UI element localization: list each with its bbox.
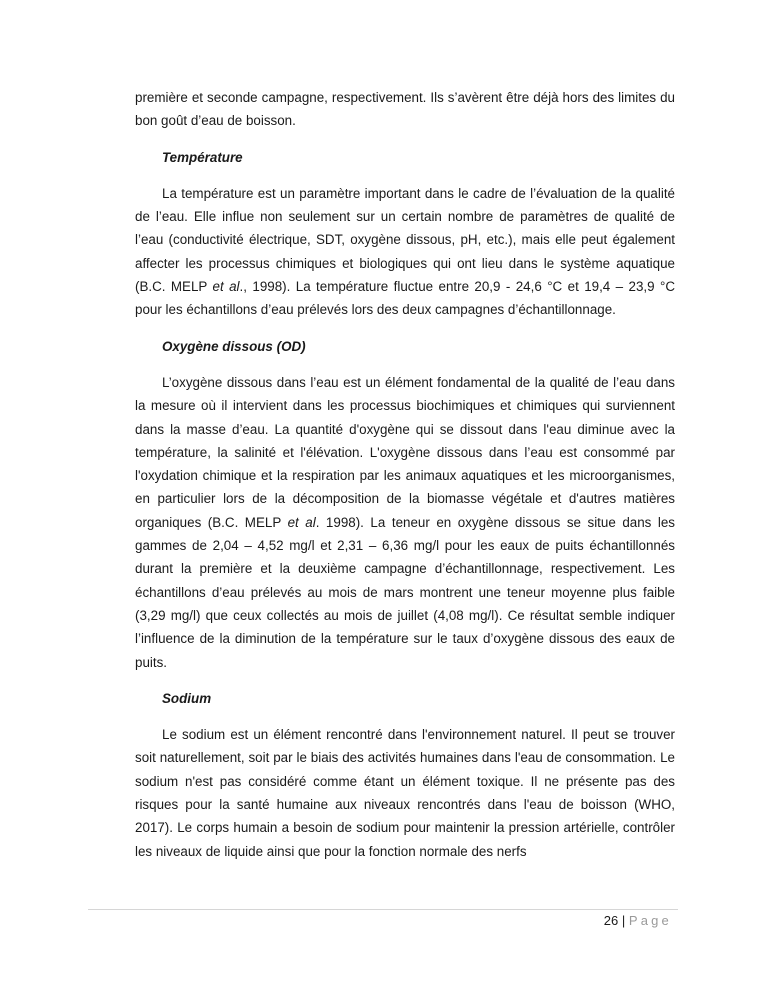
section-heading-sodium: Sodium: [162, 690, 212, 706]
paragraph-temperature: [135, 182, 675, 322]
text-italic: et al: [212, 279, 240, 295]
footer-divider: [88, 909, 678, 910]
footer-separator: |: [621, 913, 626, 928]
text-run: Le sodium est un élément rencontré dans l'environnement naturel. Il peut se trouver soit naturellement, soit par le biais des activités humaines dans l'eau de consommation. Le sodium n'est pas considéré comme étant un élément toxique. Il ne présente pas des risques pour la santé humaine aux niveaux rencontrés dans l'eau de boisson (WHO, 2017). Le corps humain a besoin de sodium pour maintenir la pression artérielle, contrôler les niveaux de liquide ainsi que pour la fonction normale des nerfs: [135, 727, 675, 859]
page-footer: [604, 911, 672, 931]
page-number: 26: [603, 913, 619, 928]
section-heading-oxygen: Oxygène dissous (OD): [162, 338, 306, 354]
text-run: première et seconde campagne, respectivement. Ils s’avèrent être déjà hors des limites du bon goût d’eau de boisson.: [135, 90, 675, 129]
paragraph-continuation: [135, 86, 675, 133]
section-heading-temperature: Température: [162, 149, 243, 165]
text-run: . 1998). La teneur en oxygène dissous se situe dans les gammes de 2,04 – 4,52 mg/l et 2,31 – 6,36 mg/l pour les eaux de puits échantillonnés durant la première et la deuxième campagne d’échantillonnage, respectivement. Les échantillons d’eau prélevés au mois de mars montrent une teneur moyenne plus faible (3,29 mg/l) que ceux collectés au mois de juillet (4,08 mg/l). Ce résultat semble indiquer l’influence de la diminution de la température sur le taux d’oxygène dissous des eaux de puits.: [135, 514, 675, 670]
page-label: Page: [628, 913, 672, 928]
paragraph-sodium: [135, 723, 675, 863]
text-run: La température est un paramètre important dans le cadre de l’évaluation de la qualité de l’eau. Elle influe non seulement sur un certain nombre de paramètres de qualité de l’eau (conductivité électrique, SDT, oxygène dissous, pH, etc.), mais elle peut également affecter les processus chimiques et biologiques qui ont lieu dans le système aquatique (B.C. MELP: [135, 185, 675, 295]
paragraph-oxygen: [135, 371, 675, 674]
text-run: ., 1998). La température fluctue entre 20,9 - 24,6 °C et 19,4 – 23,9 °C pour les échantillons d’eau prélevés lors des deux campagnes d’échantillonnage.: [135, 279, 675, 318]
page-body: [135, 86, 675, 863]
text-run: L’oxygène dissous dans l’eau est un élément fondamental de la qualité de l’eau dans la mesure où il intervient dans les processus biochimiques et chimiques qui surviennent dans la masse d’eau. La quantité d'oxygène qui se dissout dans l'eau diminue avec la température, la salinité et l'élévation. L'oxygène dissous dans l’eau est consommé par l'oxydation chimique et la respiration par les animaux aquatiques et les microorganismes, en particulier lors de la décomposition de la biomasse végétale et d'autres matières organiques (B.C. MELP: [135, 374, 675, 530]
text-italic: et al: [287, 514, 316, 530]
